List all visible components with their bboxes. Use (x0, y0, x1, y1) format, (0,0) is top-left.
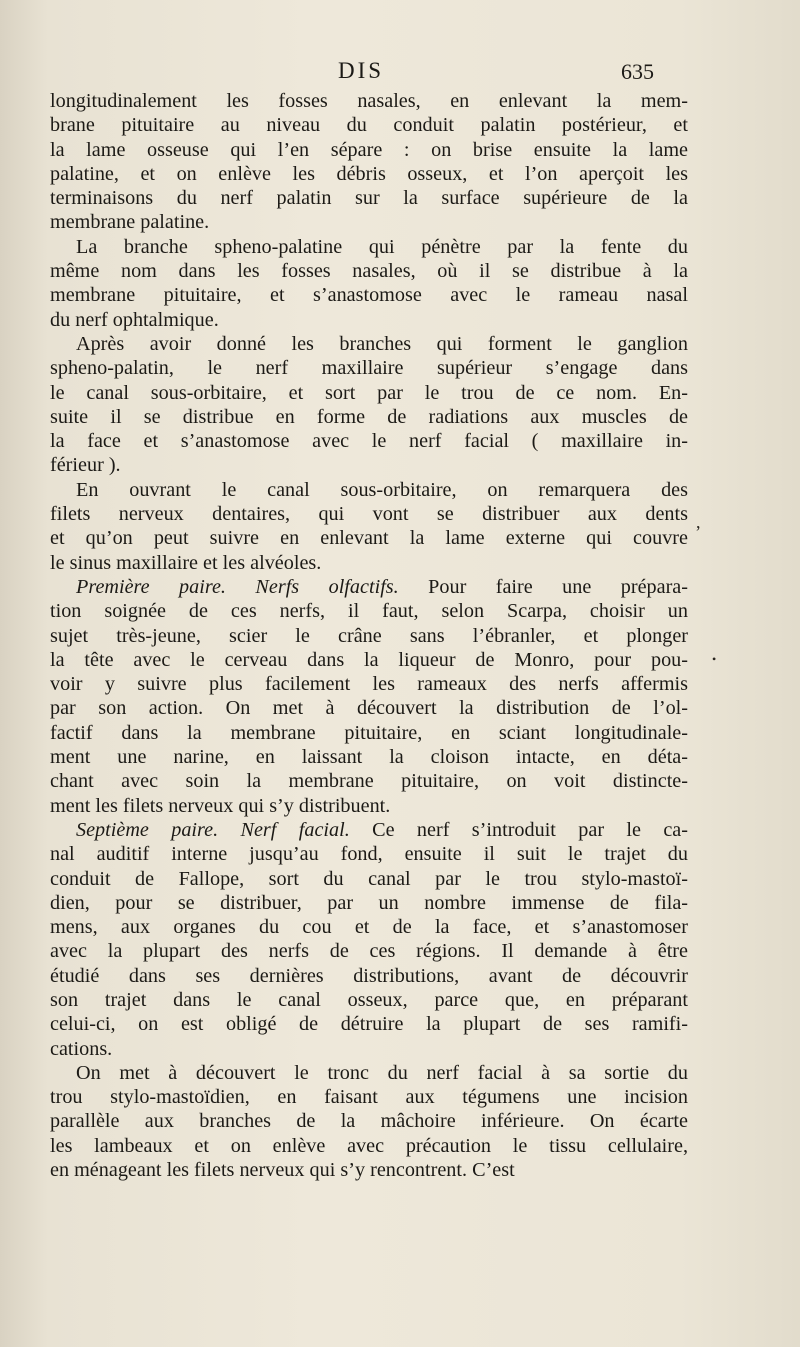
text-segment: membrane palatine. (50, 211, 210, 234)
text-line (50, 551, 688, 575)
text-line (50, 842, 688, 866)
text-line (50, 308, 688, 332)
text-segment: Après avoir donné les branches qui forment le ganglion (76, 332, 688, 355)
paragraph (50, 332, 688, 478)
text-segment: cations. (50, 1037, 113, 1060)
text-line (50, 259, 688, 283)
text-segment: ment les filets nerveux qui s’y distribuent. (50, 794, 391, 817)
text-line (50, 599, 688, 623)
text-segment: même nom dans les fosses nasales, où il se distribue à la (50, 260, 688, 283)
text-line (50, 794, 688, 818)
text-line (50, 502, 688, 526)
text-segment: la tête avec le cerveau dans la liqueur de Monro, pour pou- (50, 648, 688, 671)
text-line (50, 356, 688, 380)
text-line (50, 210, 688, 234)
text-segment: Ce nerf s’introduit par le ca- (349, 818, 688, 841)
text-line (50, 138, 688, 162)
paragraph (50, 235, 688, 332)
text-line (50, 113, 688, 137)
text-segment: membrane pituitaire, et s’anastomose avec le rameau nasal (50, 284, 688, 307)
text-line (50, 1134, 688, 1158)
running-head (0, 58, 800, 88)
text-line (50, 721, 688, 745)
text-line (50, 769, 688, 793)
text-line (50, 818, 688, 842)
text-segment: nal auditif interne jusqu’au fond, ensuite il suit le trajet du (50, 843, 688, 866)
page-number: 635 (621, 59, 654, 84)
text-segment: ment une narine, en laissant la cloison intacte, en déta- (50, 746, 688, 769)
text-segment: en ménageant les filets nerveux qui s’y rencontrent. C’est (50, 1159, 515, 1182)
text-segment: longitudinalement les fosses nasales, en enlevant la mem- (50, 90, 688, 112)
text-line (50, 672, 688, 696)
text-segment: brane pituitaire au niveau du conduit palatin postérieur, et (50, 114, 688, 137)
text-segment: spheno-palatin, le nerf maxillaire supérieur s’engage dans (50, 357, 688, 380)
italic-heading: Septième paire. Nerf facial. (76, 818, 350, 841)
text-line (50, 429, 688, 453)
text-line (50, 696, 688, 720)
text-segment: son trajet dans le canal osseux, parce que, en préparant (50, 988, 688, 1011)
text-line (50, 964, 688, 988)
text-segment: filets nerveux dentaires, qui vont se distribuer aux dents (50, 503, 688, 526)
text-line (50, 575, 688, 599)
text-line (50, 381, 688, 405)
text-line (50, 235, 688, 259)
text-segment: la lame osseuse qui l’en sépare : on brise ensuite la lame (50, 138, 688, 161)
text-segment: avec la plupart des nerfs de ces régions. Il demande à être (50, 940, 688, 963)
text-segment: parallèle aux branches de la mâchoire inférieure. On écarte (50, 1110, 688, 1133)
text-segment: le canal sous-orbitaire, et sort par le trou de ce nom. En- (50, 381, 688, 404)
text-line (50, 1085, 688, 1109)
text-line (50, 1037, 688, 1061)
text-segment: du nerf ophtalmique. (50, 308, 219, 331)
body-text (50, 89, 688, 1182)
text-line (50, 915, 688, 939)
text-line (50, 745, 688, 769)
text-segment: conduit de Fallope, sort du canal par le trou stylo-mastoï- (50, 867, 688, 890)
text-line (50, 283, 688, 307)
text-segment: les lambeaux et on enlève avec précaution le tissu cellulaire, (50, 1134, 688, 1157)
text-segment: férieur ). (50, 454, 121, 477)
text-segment: et qu’on peut suivre en enlevant la lame externe qui couvre (50, 527, 688, 550)
text-line (50, 624, 688, 648)
text-line (50, 526, 688, 550)
text-segment: dien, pour se distribuer, par un nombre immense de fila- (50, 891, 688, 914)
margin-comma-mark: , (696, 512, 701, 532)
text-segment: mens, aux organes du cou et de la face, et s’anastomoser (50, 916, 688, 939)
text-segment: chant avec soin la membrane pituitaire, on voit distincte- (50, 770, 688, 793)
text-segment: On met à découvert le tronc du nerf facial à sa sortie du (76, 1061, 688, 1084)
text-segment: terminaisons du nerf palatin sur la surface supérieure de la (50, 187, 688, 210)
text-segment: par son action. On met à découvert la distribution de l’ol- (50, 697, 688, 720)
paragraph (50, 89, 688, 235)
text-line (50, 648, 688, 672)
text-line (50, 867, 688, 891)
text-segment: sujet très-jeune, scier le crâne sans l’ébranler, et plonger (50, 624, 688, 647)
margin-dot-mark: • (712, 652, 717, 666)
text-segment: suite il se distribue en forme de radiations aux muscles de (50, 405, 688, 428)
paragraph (50, 1061, 688, 1182)
text-line (50, 162, 688, 186)
text-segment: la face et s’anastomose avec le nerf facial ( maxillaire in- (50, 430, 688, 453)
text-segment: factif dans la membrane pituitaire, en sciant longitudinale- (50, 721, 688, 744)
text-segment: celui-ci, on est obligé de détruire la plupart de ses ramifi- (50, 1013, 688, 1036)
text-line (50, 988, 688, 1012)
text-segment: palatine, et on enlève les débris osseux, et l’on aperçoit les (50, 162, 688, 185)
text-line (50, 478, 688, 502)
text-line (50, 1158, 688, 1182)
text-line (50, 1012, 688, 1036)
text-line (50, 1061, 688, 1085)
text-line (50, 89, 688, 113)
italic-heading: Première paire. Nerfs olfactifs. (76, 575, 399, 598)
text-line (50, 186, 688, 210)
page-header-title: DIS (338, 58, 385, 83)
text-line (50, 405, 688, 429)
text-line (50, 332, 688, 356)
text-segment: La branche spheno-palatine qui pénètre par la fente du (76, 235, 688, 258)
text-line (50, 891, 688, 915)
text-segment: voir y suivre plus facilement les rameaux des nerfs affermis (50, 673, 688, 696)
text-segment: tion soignée de ces nerfs, il faut, selon Scarpa, choisir un (50, 600, 688, 623)
text-line (50, 939, 688, 963)
text-segment: Pour faire une prépara- (398, 575, 688, 598)
text-segment: En ouvrant le canal sous-orbitaire, on remarquera des (76, 478, 688, 501)
text-segment: le sinus maxillaire et les alvéoles. (50, 551, 322, 574)
text-segment: étudié dans ses dernières distributions, avant de découvrir (50, 964, 688, 987)
text-line (50, 1109, 688, 1133)
paragraph (50, 818, 688, 1061)
text-line (50, 453, 688, 477)
paragraph (50, 575, 688, 818)
text-segment: trou stylo-mastoïdien, en faisant aux tégumens une incision (50, 1086, 688, 1109)
paragraph (50, 478, 688, 575)
